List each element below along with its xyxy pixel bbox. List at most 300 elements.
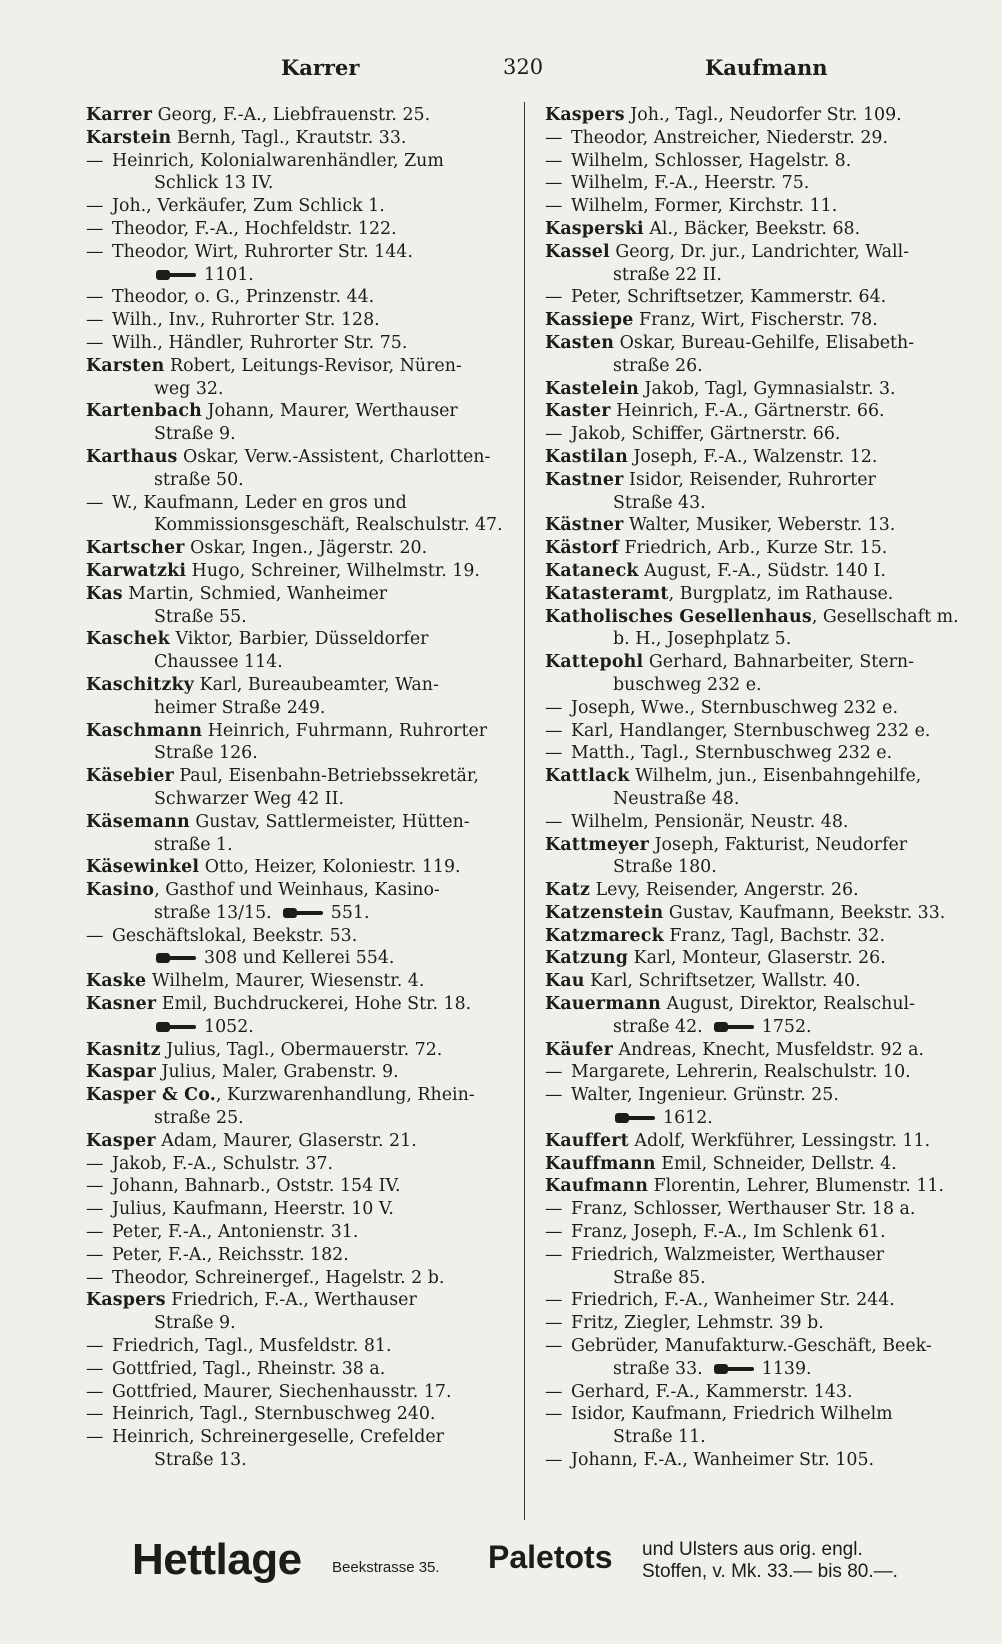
directory-entry (545, 993, 975, 1016)
entry-continuation: Kommissionsgeschäft, Realschulstr. 47. (154, 515, 503, 536)
entry-details: Franz, Wirt, Fischerstr. 78. (633, 310, 878, 331)
entry-surname: Kastner (545, 469, 624, 490)
repeat-dash: — (86, 1153, 104, 1174)
entry-surname: Karthaus (86, 446, 178, 467)
directory-entry (86, 150, 516, 173)
entry-details: Fritz, Ziegler, Lehmstr. 39 b. (571, 1313, 824, 1334)
entry-surname: Kassiepe (545, 310, 634, 331)
entry-surname: Kastelein (545, 378, 639, 399)
directory-entry (545, 241, 975, 264)
directory-entry (86, 378, 516, 401)
entry-details: Theodor, Wirt, Ruhrorter Str. 144. (112, 241, 413, 262)
directory-entry (86, 1221, 516, 1244)
page-number: 320 (503, 55, 544, 79)
repeat-dash: — (86, 1199, 104, 1220)
entry-surname: Kaspar (86, 1062, 156, 1083)
entry-surname: Kasper & Co. (86, 1085, 216, 1106)
directory-entry (545, 1175, 975, 1198)
directory-entry (545, 1358, 975, 1381)
entry-surname: Katholisches Gesellenhaus (545, 606, 812, 627)
repeat-dash: — (86, 1244, 104, 1265)
directory-entry (545, 400, 975, 423)
directory-entry (86, 1335, 516, 1358)
directory-entry (545, 332, 975, 355)
repeat-dash: — (545, 173, 563, 194)
directory-entry (545, 150, 975, 173)
telephone-icon (156, 1020, 198, 1033)
entry-details: Jakob, Schiffer, Gärtnerstr. 66. (571, 424, 841, 445)
directory-entry (545, 355, 975, 378)
entry-continuation: straße 25. (154, 1108, 244, 1129)
directory-entry (545, 1449, 975, 1472)
directory-entry (86, 856, 516, 879)
entry-details: Karl, Schriftsetzer, Wallstr. 40. (584, 971, 861, 992)
entry-details: Joh., Tagl., Neudorfer Str. 109. (624, 105, 902, 125)
directory-entry (86, 514, 516, 537)
header-right: Kaufmann (705, 55, 828, 80)
entry-continuation: straße 42. (613, 1016, 703, 1037)
entry-continuation: Chaussee 114. (154, 652, 283, 673)
entry-details: Johann, Bahnarb., Oststr. 154 IV. (112, 1176, 401, 1197)
directory-entry (86, 1130, 516, 1153)
entry-surname: Katzenstein (545, 902, 664, 923)
entry-details: Julius, Tagl., Obermauerstr. 72. (160, 1039, 443, 1060)
directory-entry (86, 241, 516, 264)
entry-details: Gottfried, Maurer, Siechenhausstr. 17. (112, 1381, 452, 1402)
repeat-dash: — (86, 150, 104, 171)
directory-entry (86, 1107, 516, 1130)
entry-details: Theodor, Schreinergef., Hagelstr. 2 b. (112, 1267, 445, 1288)
directory-entry (545, 514, 975, 537)
repeat-dash: — (545, 150, 563, 171)
entry-continuation: straße 50. (154, 469, 244, 490)
directory-entry (545, 651, 975, 674)
entry-details: August, Direktor, Realschul- (661, 994, 915, 1015)
entry-surname: Karsten (86, 355, 165, 376)
ad-brand: Hettlage (132, 1535, 302, 1584)
phone-number: 1752. (761, 1016, 812, 1037)
directory-entry (86, 423, 516, 446)
repeat-dash: — (545, 1450, 563, 1471)
directory-entry (545, 697, 975, 720)
entry-details: Friedrich, F.-A., Werthauser (165, 1290, 417, 1311)
entry-details: Gerhard, F.-A., Kammerstr. 143. (571, 1381, 853, 1402)
entry-details: Isidor, Kaufmann, Friedrich Wilhelm (571, 1404, 893, 1425)
entry-surname: Kattmeyer (545, 834, 650, 855)
entry-surname: Käufer (545, 1039, 613, 1060)
entry-details: Heinrich, Kolonialwarenhändler, Zum (112, 150, 444, 171)
entry-surname: Kattepohl (545, 652, 644, 673)
entry-surname: Kasperski (545, 218, 644, 239)
repeat-dash: — (86, 925, 104, 946)
repeat-dash: — (545, 1313, 563, 1334)
repeat-dash: — (545, 811, 563, 832)
entry-surname: Kauermann (545, 994, 662, 1015)
entry-details: Franz, Schlosser, Werthauser Str. 18 a. (571, 1199, 916, 1220)
entry-details: Jakob, Tagl, Gymnasialstr. 3. (639, 378, 896, 399)
phone-number: 1612. (663, 1108, 713, 1129)
entry-surname: Katasteramt (545, 583, 669, 604)
entry-details: Gustav, Kaufmann, Beekstr. 33. (663, 902, 946, 923)
entry-surname: Kassel (545, 241, 610, 262)
telephone-icon (156, 268, 198, 281)
directory-entry (545, 1061, 975, 1084)
directory-entry (545, 765, 975, 788)
entry-surname: Kaske (86, 971, 147, 992)
entry-details: Georg, Dr. jur., Landrichter, Wall- (609, 241, 910, 262)
directory-entry (86, 355, 516, 378)
directory-entry (545, 811, 975, 834)
entry-surname: Katzung (545, 948, 629, 969)
directory-entry (86, 834, 516, 857)
directory-entry (86, 606, 516, 629)
ad-line-2: Stoffen, v. Mk. 33.— bis 80.—. (642, 1561, 898, 1582)
directory-entry (86, 1358, 516, 1381)
entry-continuation: straße 33. (613, 1358, 703, 1379)
directory-entry (86, 902, 516, 925)
directory-entry (86, 1403, 516, 1426)
entry-surname: Kaufmann (545, 1176, 649, 1197)
entry-details: Friedrich, F.-A., Wanheimer Str. 244. (571, 1290, 895, 1311)
directory-entry (86, 1175, 516, 1198)
entry-continuation: Straße 11. (613, 1427, 706, 1448)
page-header (85, 55, 925, 89)
repeat-dash: — (545, 743, 563, 764)
directory-entry (545, 606, 975, 629)
entry-continuation: Schwarzer Weg 42 II. (154, 788, 345, 809)
directory-entry (86, 970, 516, 993)
directory-entry (86, 104, 516, 127)
directory-entry (86, 172, 516, 195)
directory-entry (545, 1312, 975, 1335)
entry-continuation: Straße 126. (154, 743, 258, 764)
entry-details: Gottfried, Tagl., Rheinstr. 38 a. (112, 1358, 386, 1379)
entry-details: Heinrich, Schreinergeselle, Crefelder (112, 1427, 444, 1448)
directory-entry (86, 1039, 516, 1062)
entry-details: Walter, Ingenieur. Grünstr. 25. (571, 1085, 839, 1106)
directory-entry (545, 378, 975, 401)
directory-entry (86, 697, 516, 720)
entry-surname: Kasner (86, 994, 157, 1015)
entry-details: Otto, Heizer, Koloniestr. 119. (199, 857, 461, 878)
entry-continuation: Neustraße 48. (613, 788, 740, 809)
directory-entry (86, 400, 516, 423)
directory-entry (545, 104, 975, 127)
directory-entry (86, 492, 516, 515)
entry-details: Peter, F.-A., Antonienstr. 31. (112, 1222, 359, 1243)
entry-details: Friedrich, Tagl., Musfeldstr. 81. (112, 1336, 392, 1357)
entry-details: Walter, Musiker, Weberstr. 13. (623, 515, 896, 536)
entry-continuation: straße 22 II. (613, 264, 722, 285)
entry-surname: Kasper (86, 1130, 156, 1151)
directory-entry (86, 788, 516, 811)
repeat-dash: — (545, 196, 563, 217)
entry-details: Johann, F.-A., Wanheimer Str. 105. (571, 1450, 875, 1471)
entry-surname: Karwatzki (86, 560, 187, 581)
entry-details: Wilh., Händler, Ruhrorter Str. 75. (112, 332, 408, 353)
advertisement (132, 1527, 952, 1607)
column-divider (524, 102, 525, 1520)
directory-entry (545, 583, 975, 606)
phone-number: 1052. (204, 1016, 254, 1037)
phone-number: 551. (330, 902, 370, 923)
telephone-icon (714, 1020, 756, 1033)
directory-entry (545, 1198, 975, 1221)
entry-details: Oskar, Verw.-Assistent, Charlotten- (177, 446, 491, 467)
entry-details: Paul, Eisenbahn-Betriebssekretär, (173, 766, 479, 787)
entry-surname: Kaschek (86, 629, 170, 650)
directory-entry (86, 1426, 516, 1449)
entry-details: Levy, Reisender, Angerstr. 26. (590, 880, 859, 901)
directory-entry (545, 1289, 975, 1312)
entry-surname: Kau (545, 971, 585, 992)
directory-entry (545, 834, 975, 857)
entry-details: Friedrich, Walzmeister, Werthauser (571, 1244, 885, 1265)
directory-entry (86, 1244, 516, 1267)
repeat-dash: — (86, 1404, 104, 1425)
directory-entry (545, 856, 975, 879)
entry-continuation: buschweg 232 e. (613, 674, 762, 695)
entry-details: , Gasthof und Weinhaus, Kasino- (154, 880, 440, 901)
directory-entry (545, 218, 975, 241)
repeat-dash: — (545, 720, 563, 741)
entry-details: Gebrüder, Manufakturw.-Geschäft, Beek- (571, 1336, 932, 1357)
directory-entry (86, 720, 516, 743)
directory-entry (86, 1312, 516, 1335)
directory-entry (86, 1381, 516, 1404)
repeat-dash: — (86, 332, 104, 353)
entry-surname: Kästner (545, 515, 624, 536)
directory-entry (86, 583, 516, 606)
entry-details: Friedrich, Arb., Kurze Str. 15. (618, 538, 888, 559)
repeat-dash: — (86, 218, 104, 239)
entry-details: Florentin, Lehrer, Blumenstr. 11. (648, 1176, 944, 1197)
entry-surname: Kasten (545, 332, 615, 353)
entry-details: Joseph, Wwe., Sternbuschweg 232 e. (571, 697, 898, 718)
entry-continuation: b. H., Josephplatz 5. (613, 629, 792, 650)
directory-entry (86, 195, 516, 218)
entry-details: Oskar, Bureau-Gehilfe, Elisabeth- (614, 332, 915, 353)
directory-entry (545, 537, 975, 560)
directory-entry (86, 1267, 516, 1290)
directory-entry (545, 628, 975, 651)
directory-entry (86, 1061, 516, 1084)
directory-entry (86, 765, 516, 788)
entry-continuation: Straße 43. (613, 492, 706, 513)
directory-entry (86, 127, 516, 150)
directory-entry (545, 674, 975, 697)
directory-entry (86, 332, 516, 355)
entry-details: Franz, Tagl, Bachstr. 32. (663, 925, 886, 946)
directory-entry (545, 127, 975, 150)
entry-details: Julius, Maler, Grabenstr. 9. (155, 1062, 399, 1083)
repeat-dash: — (545, 1062, 563, 1083)
directory-entry (545, 1267, 975, 1290)
repeat-dash: — (545, 697, 563, 718)
repeat-dash: — (545, 424, 563, 445)
directory-entry (545, 947, 975, 970)
directory-entry (86, 1198, 516, 1221)
ad-address: Beekstrasse 35. (332, 1559, 440, 1576)
directory-entry (545, 1381, 975, 1404)
directory-entry (86, 469, 516, 492)
directory-entry (545, 1039, 975, 1062)
directory-entry (86, 651, 516, 674)
entry-surname: Kästorf (545, 538, 619, 559)
entry-details: Geschäftslokal, Beekstr. 53. (112, 925, 358, 946)
entry-details: Emil, Schneider, Dellstr. 4. (655, 1153, 897, 1174)
directory-entry (545, 1403, 975, 1426)
entry-details: Joseph, Fakturist, Neudorfer (649, 834, 908, 855)
directory-entry (545, 172, 975, 195)
entry-details: W., Kaufmann, Leder en gros und (112, 492, 407, 513)
entry-continuation: Straße 9. (154, 1313, 236, 1334)
entry-details: Joh., Verkäufer, Zum Schlick 1. (112, 196, 385, 217)
entry-continuation: straße 13/15. (154, 902, 272, 923)
entry-details: Peter, F.-A., Reichsstr. 182. (112, 1244, 349, 1265)
entry-details: Wilhelm, F.-A., Heerstr. 75. (571, 173, 810, 194)
entry-surname: Kasnitz (86, 1039, 161, 1060)
entry-details: Adam, Maurer, Glaserstr. 21. (155, 1130, 417, 1151)
entry-details: Karl, Bureaubeamter, Wan- (194, 674, 439, 695)
entry-details: Karl, Handlanger, Sternbuschweg 232 e. (571, 720, 931, 741)
ad-product: Paletots (488, 1539, 613, 1575)
entry-surname: Katz (545, 880, 591, 901)
directory-entry (545, 1130, 975, 1153)
entry-surname: Kaster (545, 401, 611, 422)
directory-entry (86, 309, 516, 332)
directory-entry (86, 1016, 516, 1039)
repeat-dash: — (86, 196, 104, 217)
repeat-dash: — (545, 1199, 563, 1220)
entry-details: Hugo, Schreiner, Wilhelmstr. 19. (186, 560, 480, 581)
entry-continuation: straße 26. (613, 355, 703, 376)
header-left: Karrer (281, 55, 360, 80)
entry-surname: Kaschmann (86, 720, 203, 741)
telephone-icon (714, 1362, 756, 1375)
directory-entry (545, 742, 975, 765)
entry-details: Jakob, F.-A., Schulstr. 37. (112, 1153, 334, 1174)
directory-entry (545, 469, 975, 492)
entry-continuation: Straße 85. (613, 1267, 706, 1288)
repeat-dash: — (86, 1358, 104, 1379)
phone-number: 1139. (761, 1358, 812, 1379)
entry-details: Martin, Schmied, Wanheimer (122, 583, 388, 604)
entry-details: Wilhelm, Pensionär, Neustr. 48. (571, 811, 849, 832)
entry-details: Adolf, Werkführer, Lessingstr. 11. (628, 1130, 931, 1151)
entry-surname: Katzmareck (545, 925, 664, 946)
entry-details: Theodor, F.-A., Hochfeldstr. 122. (112, 218, 397, 239)
directory-entry (545, 970, 975, 993)
repeat-dash: — (545, 1404, 563, 1425)
entry-continuation: weg 32. (154, 378, 224, 399)
directory-entry (86, 286, 516, 309)
telephone-icon (615, 1111, 657, 1124)
entry-details: , Gesellschaft m. (811, 606, 959, 627)
directory-entry (545, 879, 975, 902)
directory-entry (86, 811, 516, 834)
entry-details: Robert, Leitungs-Revisor, Nüren- (164, 355, 462, 376)
entry-details: Wilhelm, Former, Kirchstr. 11. (571, 196, 838, 217)
directory-entry (545, 925, 975, 948)
entry-details: Emil, Buchdruckerei, Hohe Str. 18. (156, 994, 472, 1015)
directory-entry (86, 993, 516, 1016)
repeat-dash: — (86, 1381, 104, 1402)
repeat-dash: — (86, 287, 104, 308)
repeat-dash: — (86, 1336, 104, 1357)
phone-number: 1101. (204, 264, 254, 285)
repeat-dash: — (86, 241, 104, 262)
entry-surname: Kartenbach (86, 401, 202, 422)
entry-surname: Karrer (86, 105, 153, 125)
repeat-dash: — (545, 1244, 563, 1265)
entry-surname: Kauffert (545, 1130, 629, 1151)
entry-surname: Käsebier (86, 766, 174, 787)
directory-entry (545, 1084, 975, 1107)
directory-entry (86, 1289, 516, 1312)
entry-details: Isidor, Reisender, Ruhrorter (623, 469, 876, 490)
repeat-dash: — (545, 1290, 563, 1311)
entry-details: Wilhelm, jun., Eisenbahngehilfe, (629, 766, 922, 787)
directory-entry (86, 537, 516, 560)
repeat-dash: — (86, 492, 104, 513)
directory-entry (545, 1221, 975, 1244)
entry-details: August, F.-A., Südstr. 140 I. (638, 560, 886, 581)
entry-details: Gerhard, Bahnarbeiter, Stern- (643, 652, 914, 673)
right-column (545, 104, 975, 1472)
entry-details: Margarete, Lehrerin, Realschulstr. 10. (571, 1062, 911, 1083)
entry-details: Wilhelm, Schlosser, Hagelstr. 8. (571, 150, 852, 171)
directory-entry (86, 1449, 516, 1472)
directory-entry (86, 560, 516, 583)
entry-details: Wilh., Inv., Ruhrorter Str. 128. (112, 310, 380, 331)
entry-surname: Kataneck (545, 560, 639, 581)
directory-entry (545, 195, 975, 218)
entry-details: Heinrich, Fuhrmann, Ruhrorter (202, 720, 488, 741)
directory-entry (545, 720, 975, 743)
directory-entry (86, 1084, 516, 1107)
repeat-dash: — (86, 1176, 104, 1197)
directory-entry (545, 286, 975, 309)
directory-entry (86, 446, 516, 469)
directory-entry (545, 1244, 975, 1267)
entry-surname: Kas (86, 583, 123, 604)
directory-entry (86, 879, 516, 902)
entry-details: Heinrich, Tagl., Sternbuschweg 240. (112, 1404, 436, 1425)
directory-entry (545, 309, 975, 332)
directory-entry (86, 742, 516, 765)
repeat-dash: — (86, 310, 104, 331)
entry-details: Franz, Joseph, F.-A., Im Schlenk 61. (571, 1222, 886, 1243)
entry-details: Karl, Monteur, Glaserstr. 26. (628, 948, 886, 969)
entry-details: Theodor, Anstreicher, Niederstr. 29. (571, 127, 888, 148)
repeat-dash: — (86, 1267, 104, 1288)
entry-surname: Kaspers (545, 105, 625, 125)
entry-continuation: straße 1. (154, 834, 233, 855)
entry-surname: Kattlack (545, 766, 630, 787)
entry-continuation: heimer Straße 249. (154, 697, 326, 718)
entry-continuation: Straße 180. (613, 857, 717, 878)
entry-details: , Burgplatz, im Rathause. (668, 583, 894, 604)
entry-details: Georg, F.-A., Liebfrauenstr. 25. (152, 105, 431, 125)
directory-entry (545, 788, 975, 811)
entry-details: Wilhelm, Maurer, Wiesenstr. 4. (146, 971, 425, 992)
entry-details: Matth., Tagl., Sternbuschweg 232 e. (571, 743, 893, 764)
entry-details: Oskar, Ingen., Jägerstr. 20. (184, 538, 428, 559)
directory-entry (545, 1016, 975, 1039)
entry-surname: Kaspers (86, 1290, 166, 1311)
entry-surname: Karstein (86, 127, 172, 148)
